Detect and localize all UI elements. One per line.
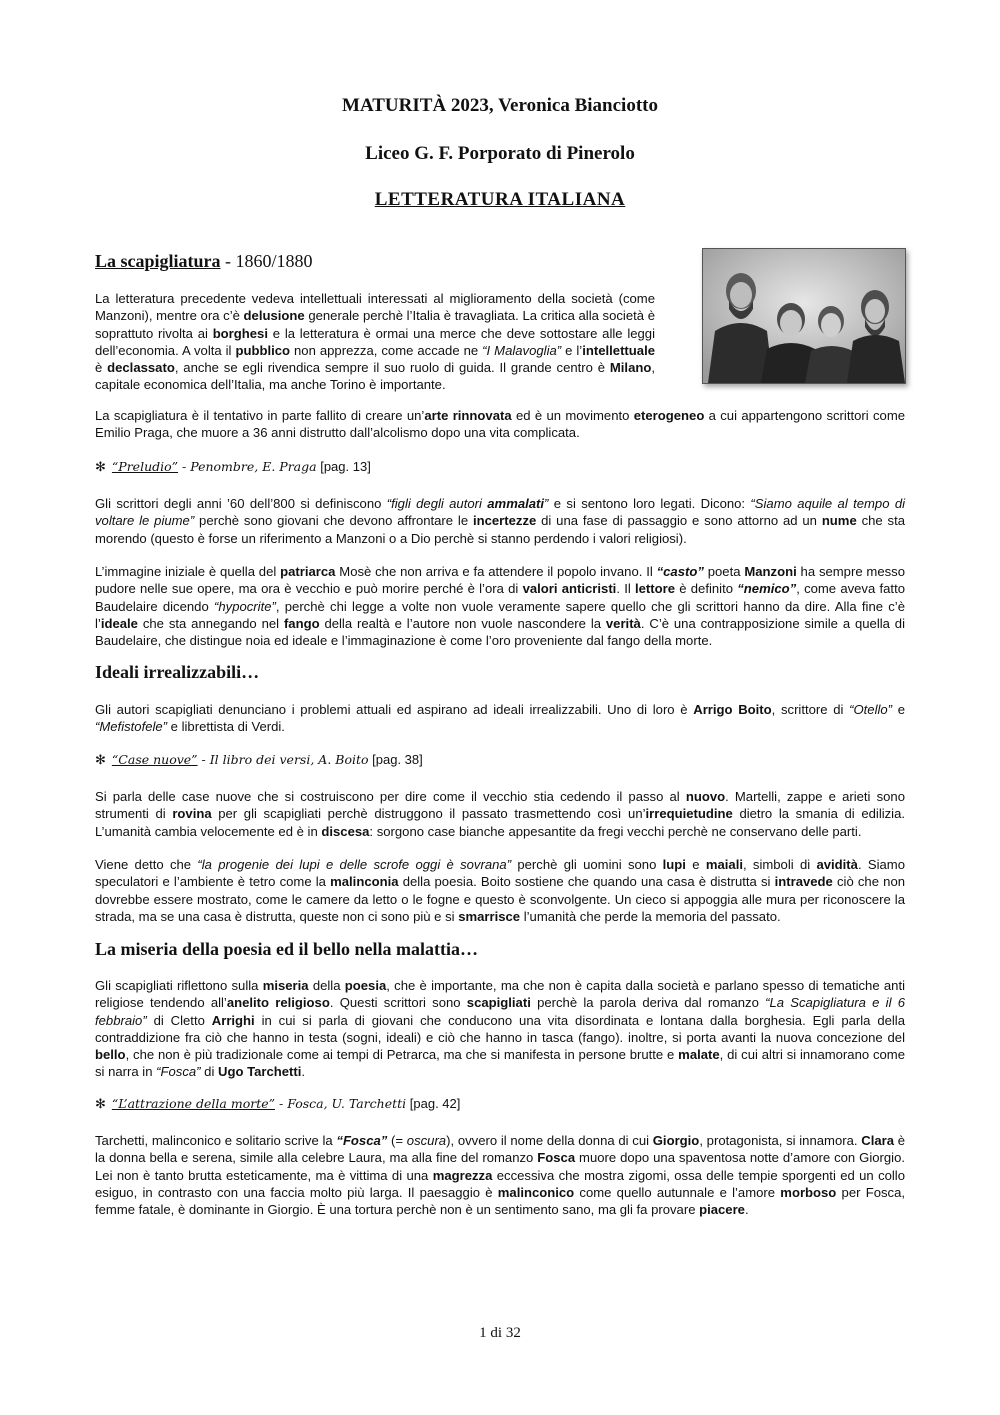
- paragraph: [95, 788, 905, 840]
- section-heading-scapigliatura: [95, 251, 313, 272]
- photo-illustration: [703, 249, 905, 383]
- emphasis-text: Manzoni: [744, 564, 797, 579]
- text-run: Gli autori scapigliati denunciano i problemi attuali ed aspirano ad ideali irrealizzabili. Uno di loro è: [95, 702, 694, 717]
- section-heading-miseria: La miseria della poesia ed il bello nella malattia…: [95, 939, 478, 959]
- emphasis-text: lupi: [662, 857, 686, 872]
- emphasis-text: irrequietudine: [645, 806, 733, 822]
- text-run: è definito: [675, 581, 738, 597]
- paragraph: [95, 563, 905, 649]
- emphasis-text: “I Malavoglia”: [482, 342, 562, 358]
- emphasis-text: “Fosca”: [336, 1133, 388, 1148]
- text-run: e: [685, 857, 706, 872]
- text-run: l’umanità che perde la memoria del passato.: [520, 908, 781, 924]
- text-run: .: [301, 1064, 306, 1080]
- text-run: , che è importante, ma che non è capita dalla società e parlano spesso di tematiche anti religiose tendendo all’: [95, 978, 905, 1011]
- emphasis-text: “Fosca”: [156, 1064, 201, 1080]
- text-run: perchè la parola deriva dal romanzo: [530, 995, 766, 1011]
- text-run: , scrittore di: [771, 702, 850, 717]
- emphasis-text: Clara: [861, 1133, 894, 1148]
- emphasis-text: nuovo: [685, 789, 726, 804]
- text-run: . Siamo speculatori e l’ambiente è tetro come la: [95, 857, 905, 890]
- emphasis-text: borghesi: [212, 325, 268, 341]
- asterisk-icon: ✻: [95, 460, 106, 475]
- text-run: come quello autunnale e l’amore: [574, 1184, 781, 1200]
- text-run: di Cletto: [146, 1012, 212, 1028]
- emphasis-text: “Siamo aquile al tempo di voltare le piume”: [95, 496, 906, 529]
- section-heading-ideali: Ideali irrealizzabili…: [95, 662, 260, 682]
- emphasis-text: lettore: [634, 581, 676, 597]
- text-run: di una fase di passaggio e sono attorno ad un: [536, 513, 822, 529]
- paragraph: [95, 856, 905, 925]
- text-run: Si parla delle case nuove che si costruiscono per dire come il vecchio stia cedendo il passo al: [95, 789, 686, 804]
- emphasis-text: “hypocrite”: [214, 598, 276, 614]
- emphasis-text: fango: [283, 615, 320, 631]
- reading-page: [pag. 13]: [316, 459, 371, 474]
- text-run: è la donna bella e serena, simile alla celebre Laura, ma alla fine del romanzo: [95, 1133, 906, 1166]
- emphasis-text: “La Scapigliatura e il 6 febbraio”: [95, 995, 906, 1028]
- emphasis-text: malinconico: [497, 1184, 575, 1200]
- text-run: .: [744, 1202, 749, 1218]
- text-run: ciò che non dovrebbe essere mostrato, come le camere da letto o le fogne e questo è sconvolgente. Un cieco si appoggia alle mura per riconoscere la strada, ma se una casa è distrutta, queste non ci sono più e si: [95, 874, 906, 924]
- text-run: , di cui altri si innamorano come si narra in: [95, 1047, 905, 1080]
- text-run: per Fosca, femme fatale, è dominante in Giorgio. È una tortura perchè non è un sentimento sano, ma gli fa provare: [95, 1184, 906, 1218]
- reading-source: - Penombre, E. Praga: [178, 459, 317, 474]
- paragraph: [95, 290, 655, 394]
- emphasis-text: Giorgio: [652, 1133, 700, 1148]
- text-run: Viene detto che: [95, 857, 198, 872]
- text-run: a cui appartengono scrittori come Emilio Praga, che muore a 36 anni distrutto dall’alcolismo dopo una vita complicata.: [95, 408, 906, 441]
- emphasis-text: piacere: [699, 1202, 745, 1218]
- emphasis-text: “Mefistofele”: [95, 719, 168, 735]
- text-run: eccessiva che mostra zigomi, ossa delle tempie sporgenti ed un collo esiguo, in contrasto con una faccia molto più larga. Il paesaggio è: [95, 1167, 905, 1200]
- emphasis-text: Fosca: [537, 1150, 576, 1166]
- reading-source: - Fosca, U. Tarchetti: [275, 1096, 407, 1111]
- emphasis-text: poesia: [344, 978, 387, 993]
- text-run: , anche se egli rivendica sempre il suo ruolo di guida. Il grande centro è: [174, 360, 610, 376]
- text-run: che sta morendo (questo è forse un riferimento a Manzoni o a Dio perchè si stanno perdendo i valori religiosi).: [95, 513, 905, 546]
- text-run: ), ovvero il nome della donna di cui: [446, 1133, 653, 1148]
- text-run: , che non è più tradizionale come ai tempi di Petrarca, ma che si manifesta in persone brutte e: [125, 1047, 679, 1063]
- text-run: muore dopo una spaventosa notte d’amore con Giorgio. Lei non è tanto brutta esteticamente, ma è vittima di una: [95, 1150, 905, 1183]
- emphasis-text: “nemico”: [737, 581, 797, 597]
- text-run: (=: [387, 1133, 407, 1148]
- text-run: e l’: [561, 342, 583, 358]
- emphasis-text: Milano: [609, 360, 652, 376]
- text-run: ed è un movimento: [511, 408, 634, 423]
- emphasis-text: delusione: [243, 308, 305, 324]
- text-run: : sorgono case bianche appesantite da fregi vecchi perchè ne conservano delle parti.: [369, 823, 862, 839]
- emphasis-text: eterogeneo: [633, 408, 705, 423]
- page-number: 1 di 32: [479, 1325, 521, 1341]
- text-run: della: [308, 978, 345, 993]
- emphasis-text: malinconia: [330, 874, 399, 890]
- emphasis-text: intellettuale: [582, 342, 655, 358]
- text-run: dietro la smania di edilizia. L’umanità cambia velocemente ed è in: [95, 806, 906, 839]
- text-run: perchè gli uomini sono: [511, 857, 663, 872]
- text-run: e: [892, 702, 906, 717]
- asterisk-icon: ✻: [95, 753, 106, 768]
- emphasis-text: intravede: [774, 874, 833, 890]
- reading-title: “Case nuove”: [111, 752, 198, 767]
- text-run: , perchè chi legge a volte non vuole veramente sapere quello che gli scrittori hanno da dire. Alla fine c’è l’: [95, 598, 906, 631]
- reading-page: [pag. 38]: [368, 752, 423, 767]
- text-run: , simboli di: [742, 857, 817, 872]
- emphasis-text: arte rinnovata: [424, 408, 512, 423]
- text-run: della poesia. Boito sostiene che quando una casa è distrutta si: [398, 874, 775, 890]
- emphasis-text: nume: [821, 513, 857, 529]
- reading-reference: [95, 1096, 460, 1112]
- emphasis-text: “casto”: [656, 564, 704, 579]
- text-run: in cui si parla di giovani che conducono una vita disordinata e lontana dalla borghesia. Egli parla della contraddizione fra ciò che hanno in testa (sogni, ideali) e ciò che hanno in tasca (fango). inoltre, si porta avanti la nuova concezione del: [95, 1012, 906, 1045]
- paragraph: [95, 977, 905, 1081]
- emphasis-text: patriarca: [280, 564, 336, 579]
- text-run: che sta annegando nel: [137, 615, 284, 631]
- emphasis-text: magrezza: [432, 1167, 493, 1183]
- text-run: L’immagine iniziale è quella del: [95, 564, 281, 579]
- emphasis-text: bello: [95, 1047, 126, 1063]
- emphasis-text: discesa: [321, 823, 370, 839]
- emphasis-text: malate: [678, 1047, 720, 1063]
- emphasis-text: smarrisce: [458, 908, 521, 924]
- text-run: Mosè che non arriva e fa attendere il popolo invano. Il: [335, 564, 657, 579]
- text-run: Tarchetti, malinconico e solitario scrive la: [95, 1133, 337, 1148]
- emphasis-text: “la progenie dei lupi e delle scrofe oggi è sovrana”: [197, 857, 512, 872]
- text-run: Gli scrittori degli anni ’60 dell’800 si definiscono: [95, 496, 387, 511]
- emphasis-text: “figli degli autori: [386, 496, 488, 511]
- emphasis-text: maiali: [705, 857, 743, 872]
- emphasis-text: miseria: [262, 978, 309, 993]
- emphasis-text: ”: [544, 496, 549, 511]
- text-run: , capitale economica dell’Italia, ma anche Torino è importante.: [95, 360, 655, 393]
- text-run: generale perchè l’Italia è travagliata. La critica alla società è soprattuto rivolta ai: [95, 308, 655, 341]
- emphasis-text: Ugo Tarchetti: [218, 1064, 302, 1080]
- emphasis-text: rovina: [172, 806, 212, 822]
- emphasis-text: oscura: [406, 1133, 447, 1148]
- paragraph: [95, 495, 905, 547]
- text-run: La scapigliatura è il tentativo in parte fallito di creare un’: [95, 408, 425, 423]
- section-title: La scapigliatura: [95, 251, 221, 271]
- emphasis-text: incertezze: [472, 513, 537, 529]
- emphasis-text: Arrighi: [211, 1012, 255, 1028]
- emphasis-text: Arrigo Boito: [693, 702, 772, 717]
- text-run: ha sempre messo pudore nelle sue opere, ma ora è vecchio e può morire perché è l’ora di: [95, 564, 906, 597]
- emphasis-text: “Otello”: [849, 702, 893, 717]
- text-run: Gli scapigliati riflettono sulla: [95, 978, 263, 993]
- text-run: per gli scapigliati perchè distruggono il passato trasmettendo così un’: [211, 806, 646, 822]
- text-run: è: [95, 360, 108, 376]
- text-run: . Martelli, zappe e arieti sono strumenti di: [95, 789, 905, 822]
- subject-title: LETTERATURA ITALIANA: [374, 189, 626, 210]
- scapigliati-group-photo: [702, 248, 906, 384]
- asterisk-icon: ✻: [95, 1097, 106, 1112]
- emphasis-text: scapigliati: [466, 995, 531, 1011]
- document-title: MATURITÀ 2023, Veronica Bianciotto: [342, 95, 658, 116]
- text-run: della realtà e l’autore non vuole nascondere la: [319, 615, 606, 631]
- paragraph: [95, 407, 905, 442]
- text-run: e librettista di Verdi.: [167, 719, 285, 735]
- paragraph: [95, 1132, 905, 1218]
- emphasis-text: ammalati: [487, 496, 545, 511]
- emphasis-text: morboso: [780, 1184, 837, 1200]
- text-run: e la letteratura è ormai una merce che deve sottostare alle leggi dell’economia. A volta il: [95, 325, 655, 358]
- section-dates: - 1860/1880: [220, 251, 313, 271]
- emphasis-text: valori anticristi: [522, 581, 617, 597]
- emphasis-text: pubblico: [235, 342, 291, 358]
- emphasis-text: verità: [605, 615, 641, 631]
- emphasis-text: ideale: [100, 615, 138, 631]
- emphasis-text: anelito religioso: [226, 995, 330, 1011]
- text-run: perchè sono giovani che devono affrontare le: [194, 513, 473, 529]
- reading-page: [pag. 42]: [406, 1096, 461, 1111]
- text-run: non apprezza, come accade ne: [290, 342, 483, 358]
- reading-title: “Preludio”: [111, 459, 179, 474]
- school-name: Liceo G. F. Porporato di Pinerolo: [365, 143, 635, 164]
- emphasis-text: avidità: [816, 857, 858, 872]
- reading-title: “L’attrazione della morte”: [111, 1096, 276, 1111]
- text-run: . Il: [616, 581, 635, 597]
- emphasis-text: declassato: [107, 360, 175, 376]
- text-run: di: [200, 1064, 218, 1080]
- text-run: , come aveva fatto Baudelaire dicendo: [95, 581, 905, 614]
- text-run: e si sentono loro legati. Dicono:: [548, 496, 751, 511]
- reading-reference: [95, 752, 423, 768]
- text-run: . Questi scrittori sono: [329, 995, 467, 1011]
- text-run: poeta: [703, 564, 745, 579]
- text-run: La letteratura precedente vedeva intellettuali interessati al miglioramento della società (come Manzoni), mentre ora c’è: [95, 291, 655, 324]
- text-run: , protagonista, si innamora.: [699, 1133, 862, 1148]
- reading-source: - Il libro dei versi, A. Boito: [197, 752, 369, 767]
- paragraph: [95, 701, 905, 736]
- text-run: . C’è una contrapposizione simile a quella di Baudelaire, che distingue noia ed ideale e l’immaginazione è come l’oro proveniente dal fango della morte.: [95, 615, 905, 649]
- reading-reference: [95, 459, 371, 475]
